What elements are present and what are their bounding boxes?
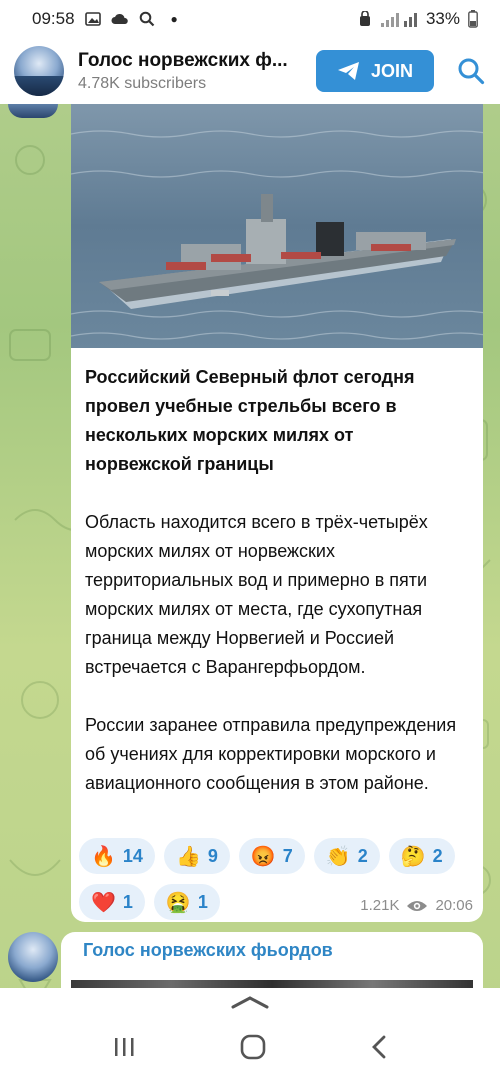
reaction-fire[interactable] <box>79 838 155 874</box>
post-title: Российский Северный флот сегодня провел учебные стрельбы всего в нескольких морских милях от норвежской границы <box>85 367 415 474</box>
reaction-count: 2 <box>357 845 368 866</box>
reaction-clap[interactable] <box>314 838 380 874</box>
vomiting-face-icon: 🤮 <box>165 891 191 914</box>
previous-message-avatar <box>8 104 58 118</box>
cloud-icon <box>111 13 129 25</box>
eye-icon <box>406 899 428 913</box>
search-notification-icon <box>139 11 155 27</box>
post-time: 20:06 <box>435 897 473 914</box>
heart-icon: ❤️ <box>91 891 116 914</box>
angry-face-icon: 😡 <box>250 845 276 868</box>
reaction-vomit[interactable] <box>154 884 220 920</box>
status-bar <box>0 0 500 38</box>
system-navigation-bar <box>0 1016 500 1083</box>
subscriber-count: 4.78K subscribers <box>78 74 207 92</box>
home-icon <box>240 1034 266 1060</box>
back-button[interactable] <box>370 1034 388 1065</box>
recent-apps-button[interactable] <box>112 1036 136 1063</box>
reaction-count: 9 <box>207 845 218 866</box>
next-message-bubble[interactable] <box>61 932 483 988</box>
next-message-image-preview <box>71 980 473 988</box>
reaction-angry[interactable] <box>239 838 305 874</box>
reaction-count: 2 <box>432 845 443 866</box>
alarm-icon <box>358 11 372 27</box>
post-text <box>71 348 483 798</box>
post-meta <box>360 897 473 914</box>
channel-title: Голос норвежских ф... <box>78 49 288 71</box>
reaction-thinking[interactable] <box>389 838 455 874</box>
search-button[interactable] <box>456 56 486 86</box>
reaction-heart[interactable] <box>79 884 145 920</box>
battery-icon <box>468 10 478 28</box>
next-message-avatar[interactable] <box>8 932 58 982</box>
channel-avatar[interactable] <box>14 46 64 96</box>
recent-apps-icon <box>112 1036 136 1058</box>
join-label: JOIN <box>370 60 413 81</box>
thumbs-up-icon: 👍 <box>175 845 201 868</box>
view-count: 1.21K <box>360 897 400 914</box>
thinking-face-icon: 🤔 <box>400 845 426 868</box>
warship-image <box>71 104 483 348</box>
reaction-count: 1 <box>197 891 208 912</box>
notification-dot-icon: ● <box>170 12 178 26</box>
signal-icon <box>380 11 418 27</box>
next-message-author: Голос норвежских фьордов <box>83 940 333 960</box>
post-paragraph-2: России заранее отправила предупреждения об учениях для корректировки морского и авиационного сообщения в этом районе. <box>85 715 457 793</box>
telegram-plane-icon <box>337 61 361 81</box>
reaction-thumbs-up[interactable] <box>164 838 230 874</box>
post-bubble[interactable] <box>71 104 483 922</box>
home-button[interactable] <box>240 1034 266 1065</box>
post-photo[interactable] <box>71 104 483 348</box>
reaction-count: 14 <box>122 845 143 866</box>
clapping-hands-icon: 👏 <box>325 845 351 868</box>
search-icon <box>457 57 485 85</box>
channel-header[interactable] <box>0 38 500 104</box>
scroll-handle[interactable] <box>0 988 500 1016</box>
post-paragraph-1: Область находится всего в трёх-четырёх морских милях от норвежских территориальных вод и примерно в пяти морских милях от места, где сухопутная граница между Норвегией и Россией встречается с Варангерфьордом. <box>85 512 428 677</box>
battery-percent: 33% <box>425 9 460 28</box>
gallery-icon <box>85 12 101 26</box>
join-button[interactable] <box>316 50 434 92</box>
reaction-count: 7 <box>282 845 293 866</box>
clock: 09:58 <box>32 9 75 28</box>
chevron-up-icon <box>230 995 270 1009</box>
fire-icon: 🔥 <box>91 845 116 868</box>
reaction-count: 1 <box>122 891 133 912</box>
channel-info[interactable] <box>78 50 288 93</box>
back-icon <box>370 1034 388 1060</box>
